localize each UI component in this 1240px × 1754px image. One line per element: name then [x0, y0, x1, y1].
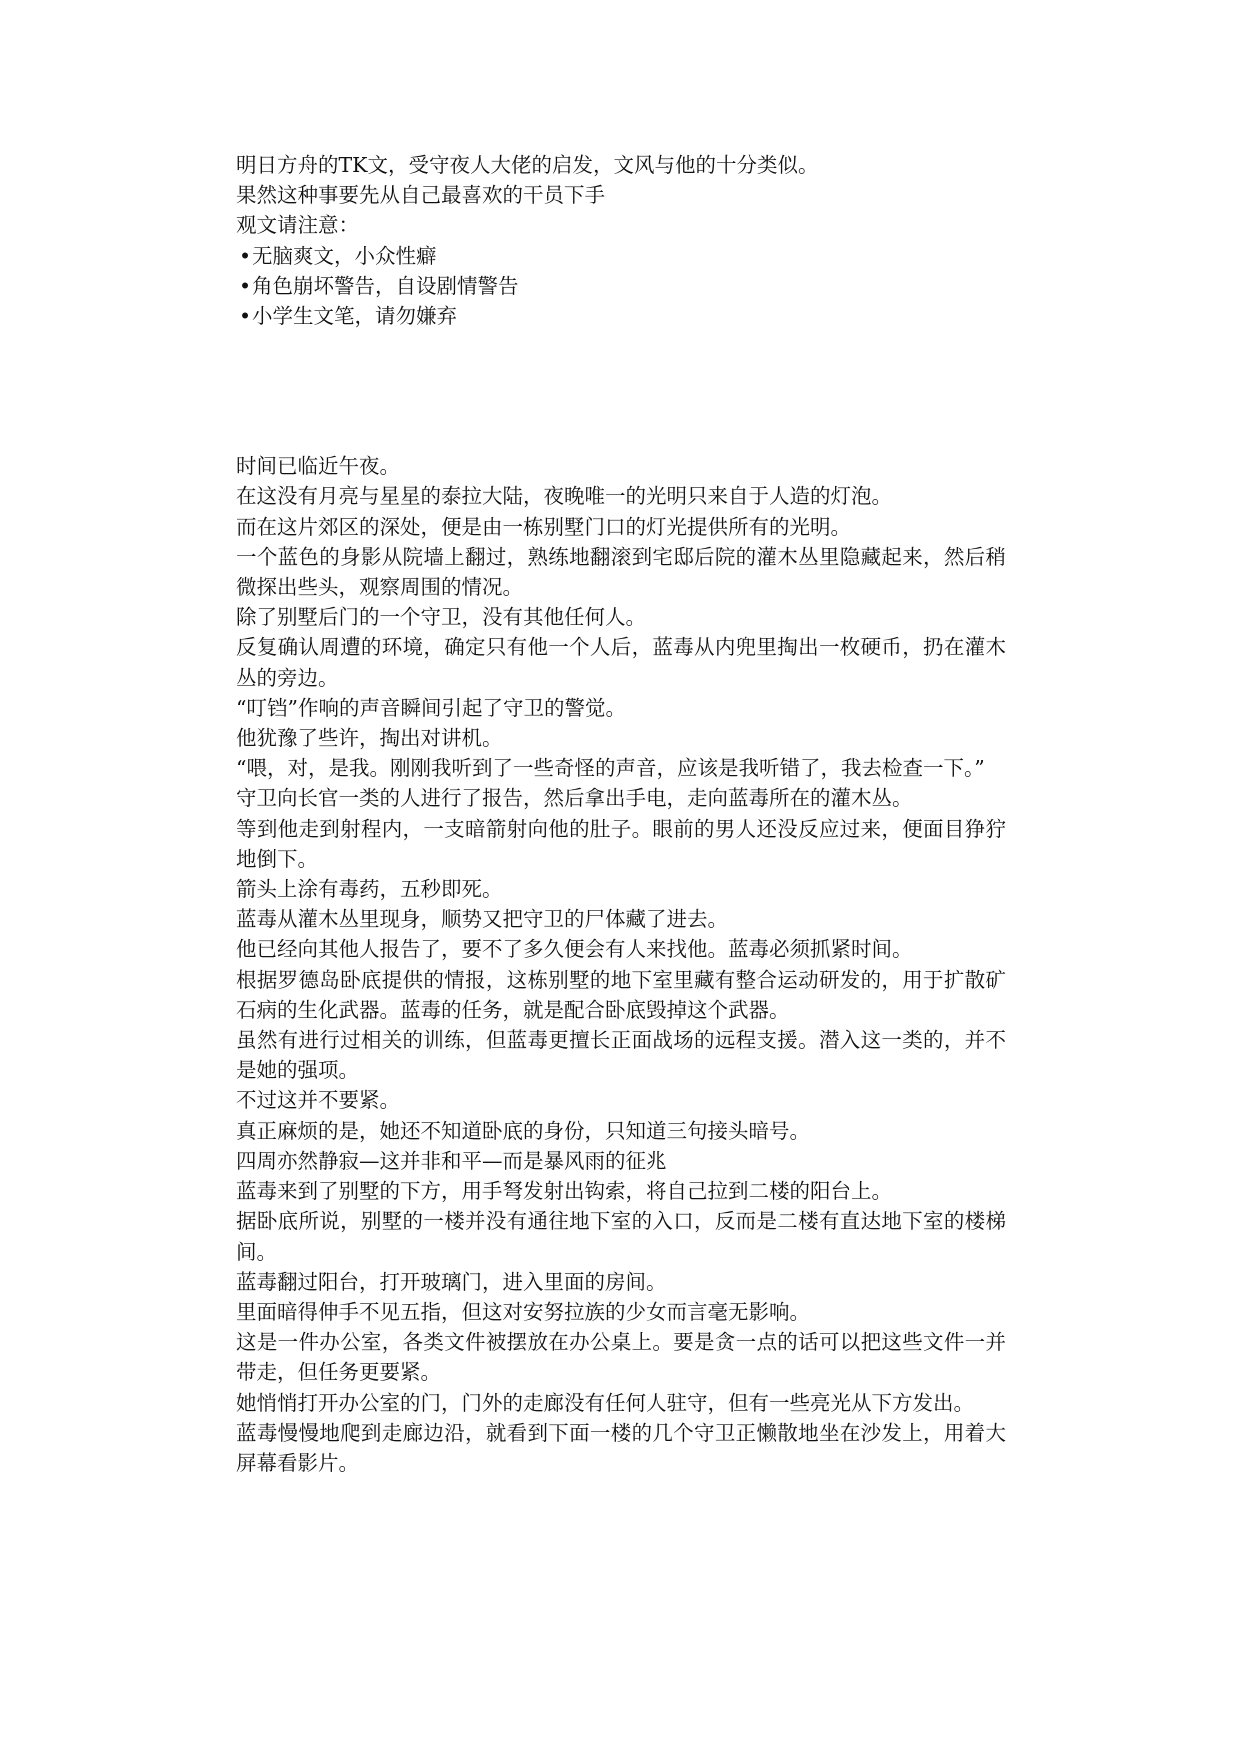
- document-body: [236, 150, 1006, 1478]
- bullet-icon: •: [238, 243, 252, 268]
- story-paragraph: 不过这并不要紧。: [236, 1088, 400, 1113]
- story-paragraph: 这是一件办公室，各类文件被摆放在办公桌上。要是贪一点的话可以把这些文件一并带走，但任务更要紧。: [236, 1330, 1006, 1385]
- story-paragraph: 除了别墅后门的一个守卫，没有其他任何人。: [236, 605, 646, 630]
- story-paragraph: 一个蓝色的身影从院墙上翻过，熟练地翻滚到宅邸后院的灌木丛里隐藏起来，然后稍微探出些头，观察周围的情况。: [236, 544, 1006, 600]
- story-paragraph: 蓝毒从灌木丛里现身，顺势又把守卫的尸体藏了进去。: [236, 907, 728, 932]
- story-paragraph: 而在这片郊区的深处，便是由一栋别墅门口的灯光提供所有的光明。: [236, 514, 851, 539]
- intro-line: 明日方舟的TK文，受守夜人大佬的启发，文风与他的十分类似。: [236, 153, 819, 177]
- warning-text: 角色崩坏警告，自设剧情警告: [252, 273, 519, 298]
- warning-text: 小学生文笔，请勿嫌弃: [252, 304, 457, 329]
- story-paragraph: “叮铛”作响的声音瞬间引起了守卫的警觉。: [236, 695, 626, 720]
- bullet-icon: •: [238, 273, 252, 298]
- story-paragraph: 里面暗得伸手不见五指，但这对安努拉族的少女而言毫无影响。: [236, 1299, 810, 1324]
- story-paragraph: “喂，对，是我。刚刚我听到了一些奇怪的声音，应该是我听错了，我去检查一下。”: [236, 756, 985, 781]
- story-paragraph: 守卫向长官一类的人进行了报告，然后拿出手电，走向蓝毒所在的灌木丛。: [236, 786, 913, 811]
- bullet-icon: •: [238, 304, 252, 329]
- story-paragraph: 时间已临近午夜。: [236, 454, 400, 479]
- story-paragraph: 反复确认周遭的环境，确定只有他一个人后，蓝毒从内兜里掏出一枚硬币，扔在灌木丛的旁边。: [236, 635, 1006, 690]
- story-paragraph: 蓝毒翻过阳台，打开玻璃门，进入里面的房间。: [236, 1269, 667, 1294]
- warning-item: [236, 271, 1006, 301]
- intro-line: 果然这种事要先从自己最喜欢的干员下手: [236, 183, 605, 208]
- story-paragraph: 他已经向其他人报告了，要不了多久便会有人来找他。蓝毒必须抓紧时间。: [236, 937, 913, 962]
- story-paragraph: 箭头上涂有毒药，五秒即死。: [236, 877, 503, 902]
- story-paragraph: 蓝毒来到了别墅的下方，用手弩发射出钩索，将自己拉到二楼的阳台上。: [236, 1179, 892, 1204]
- story-paragraph: 在这没有月亮与星星的泰拉大陆，夜晚唯一的光明只来自于人造的灯泡。: [236, 484, 892, 509]
- warning-item: [236, 301, 1006, 331]
- warning-text: 无脑爽文，小众性癖: [252, 243, 437, 268]
- warning-item: [236, 241, 1006, 271]
- story-paragraph: 等到他走到射程内，一支暗箭射向他的肚子。眼前的男人还没反应过来，便面目狰狞地倒下。: [236, 816, 1006, 871]
- story-paragraph: 他犹豫了些许，掏出对讲机。: [236, 726, 503, 751]
- story-paragraph: 真正麻烦的是，她还不知道卧底的身份，只知道三句接头暗号。: [236, 1118, 810, 1143]
- warning-list: [236, 241, 1006, 332]
- story-paragraph: 蓝毒慢慢地爬到走廊边沿，就看到下面一楼的几个守卫正懒散地坐在沙发上，用着大屏幕看影片。: [236, 1420, 1006, 1475]
- story-paragraph: 据卧底所说，别墅的一楼并没有通往地下室的入口，反而是二楼有直达地下室的楼梯间。: [236, 1209, 1006, 1264]
- story-paragraph: 四周亦然静寂—这并非和平—而是暴风雨的征兆: [236, 1148, 667, 1173]
- story-paragraph: 根据罗德岛卧底提供的情报，这栋别墅的地下室里藏有整合运动研发的，用于扩散矿石病的生化武器。蓝毒的任务，就是配合卧底毁掉这个武器。: [236, 967, 1006, 1022]
- intro-line: 观文请注意：: [236, 213, 359, 238]
- section-gap: [236, 331, 1006, 451]
- story-paragraph: 她悄悄打开办公室的门，门外的走廊没有任何人驻守，但有一些亮光从下方发出。: [236, 1390, 974, 1415]
- story-paragraph: 虽然有进行过相关的训练，但蓝毒更擅长正面战场的远程支援。潜入这一类的，并不是她的强项。: [236, 1028, 1006, 1083]
